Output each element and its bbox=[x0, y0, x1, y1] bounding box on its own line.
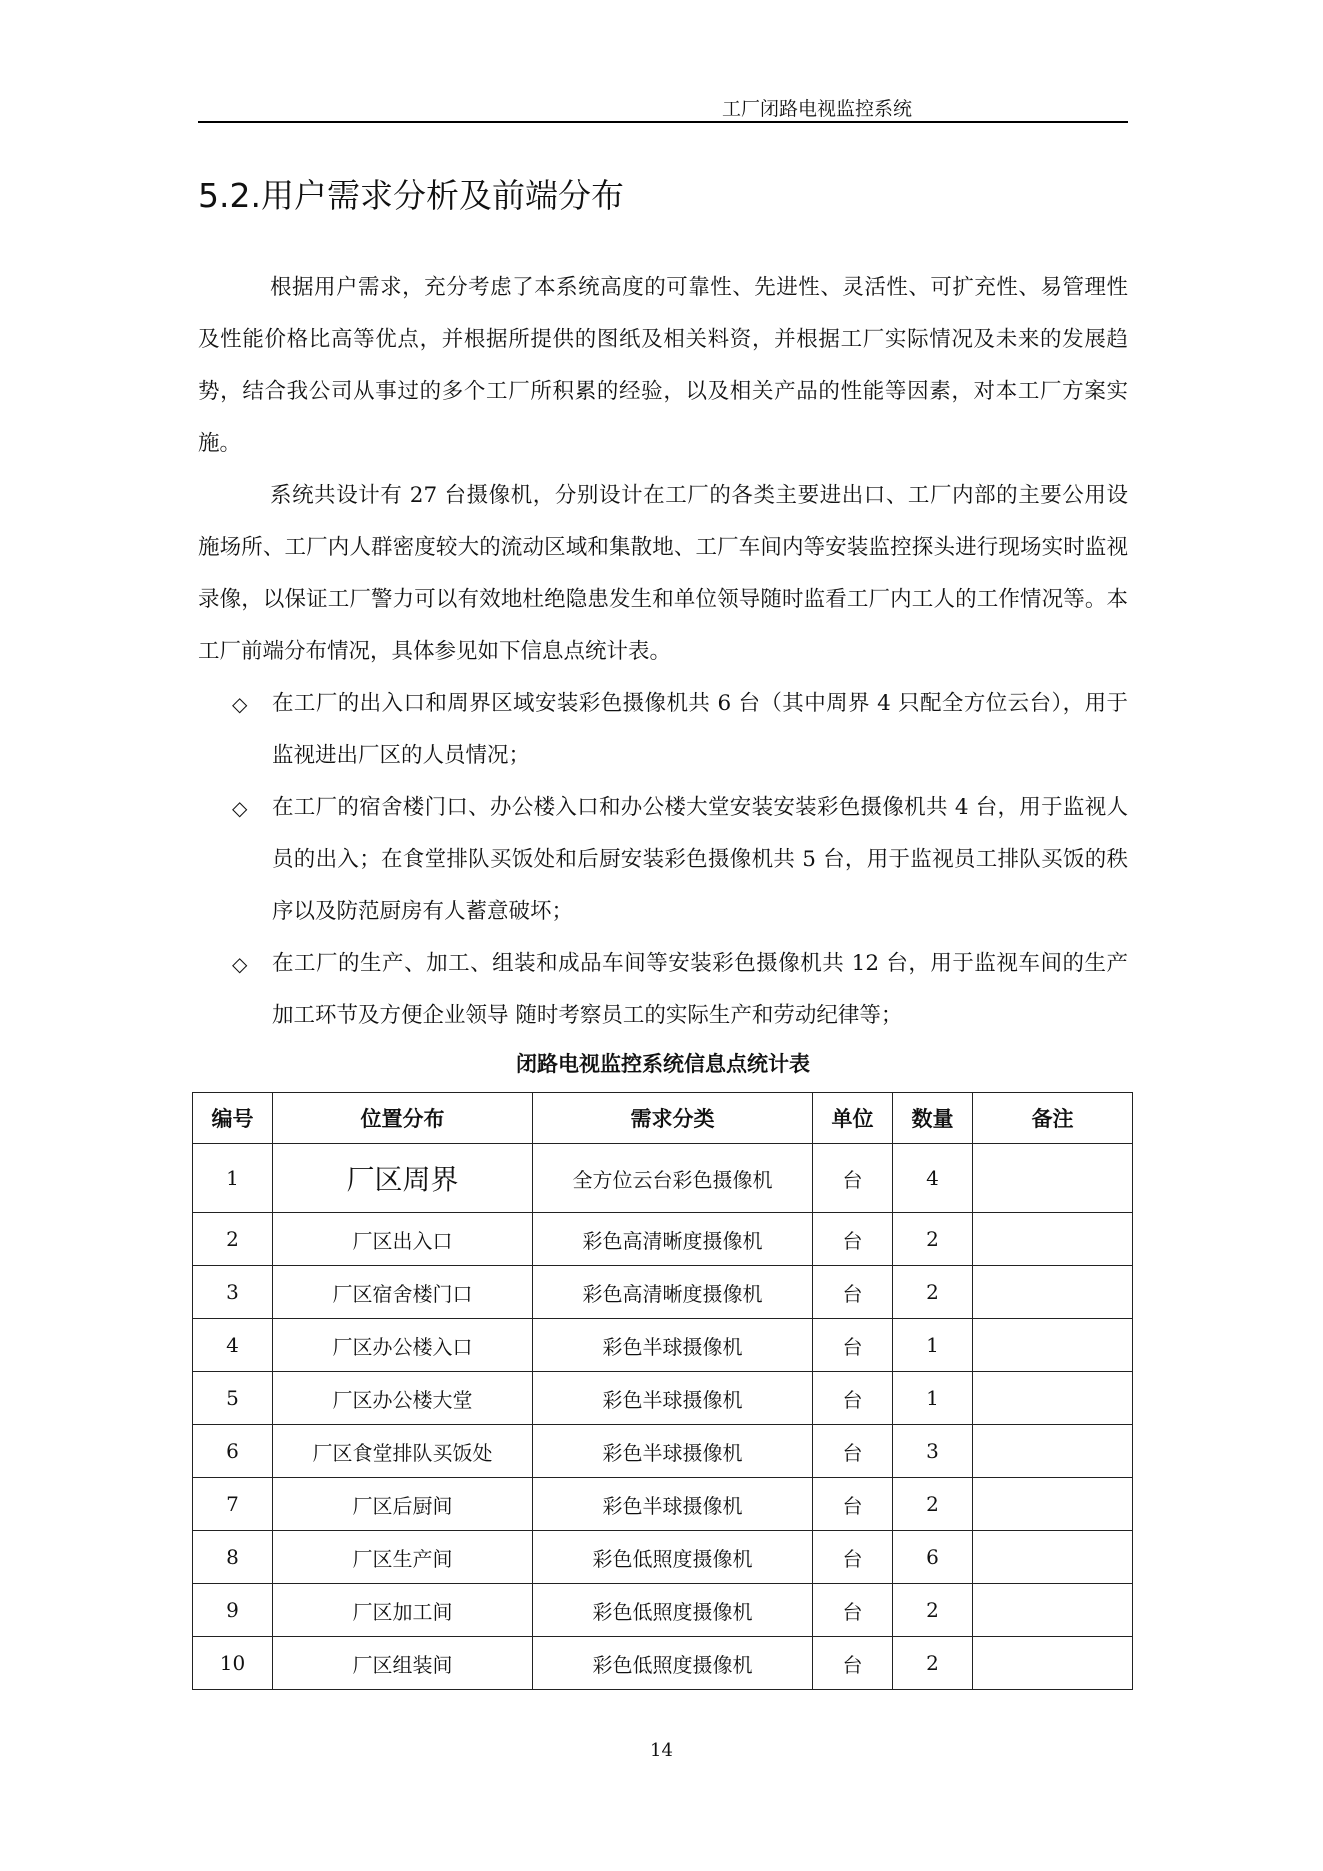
cell-quantity: 2 bbox=[893, 1584, 973, 1637]
header-rule bbox=[198, 121, 1128, 123]
paragraph-camera-design: 系统共设计有 27 台摄像机，分别设计在工厂的各类主要进出口、工厂内部的主要公用设施场所、工厂内人群密度较大的流动区域和集散地、工厂车间内等安装监控探头进行现场实时监视录像，以保证工厂警力可以有效地杜绝隐患发生和单位领导随时监看工厂内工人的工作情况等。本工厂前端分布情况，具体参见如下信息点统计表。 bbox=[198, 483, 1128, 664]
cell-remarks bbox=[973, 1637, 1133, 1690]
cell-category: 彩色半球摄像机 bbox=[533, 1478, 813, 1531]
column-header-unit: 单位 bbox=[813, 1093, 893, 1144]
cell-quantity: 2 bbox=[893, 1266, 973, 1319]
cell-remarks bbox=[973, 1266, 1133, 1319]
bullet-text: 在工厂的生产、加工、组装和成品车间等安装彩色摄像机共 12 台，用于监视车间的生产加工环节及方便企业领导 随时考察员工的实际生产和劳动纪律等； bbox=[272, 951, 1128, 1028]
cell-quantity: 6 bbox=[893, 1531, 973, 1584]
cell-quantity: 2 bbox=[893, 1478, 973, 1531]
section-heading: 5.2.用户需求分析及前端分布 bbox=[198, 176, 624, 215]
table-caption: 闭路电视监控系统信息点统计表 bbox=[516, 1052, 810, 1076]
table-row bbox=[193, 1584, 1133, 1637]
diamond-bullet-icon: ◇ bbox=[232, 796, 248, 820]
column-header-quantity: 数量 bbox=[893, 1093, 973, 1144]
cell-category: 彩色低照度摄像机 bbox=[533, 1584, 813, 1637]
cell-location: 厂区办公楼大堂 bbox=[273, 1372, 533, 1425]
bullet-text: 在工厂的宿舍楼门口、办公楼入口和办公楼大堂安装安装彩色摄像机共 4 台，用于监视人员的出入；在食堂排队买饭处和后厨安装彩色摄像机共 5 台，用于监视员工排队买饭的秩序以及防范厨房有人蓄意破坏； bbox=[272, 795, 1128, 924]
cell-location: 厂区宿舍楼门口 bbox=[273, 1266, 533, 1319]
diamond-bullet-icon: ◇ bbox=[232, 692, 248, 716]
cell-category: 彩色半球摄像机 bbox=[533, 1425, 813, 1478]
cell-quantity: 1 bbox=[893, 1372, 973, 1425]
cell-unit: 台 bbox=[813, 1425, 893, 1478]
cell-remarks bbox=[973, 1478, 1133, 1531]
table-row bbox=[193, 1319, 1133, 1372]
cell-unit: 台 bbox=[813, 1478, 893, 1531]
cell-number: 10 bbox=[193, 1637, 273, 1690]
bullet-text: 在工厂的出入口和周界区域安装彩色摄像机共 6 台（其中周界 4 只配全方位云台），用于监视进出厂区的人员情况； bbox=[272, 691, 1128, 768]
cell-location: 厂区组装间 bbox=[273, 1637, 533, 1690]
cell-location: 厂区出入口 bbox=[273, 1213, 533, 1266]
cell-quantity: 3 bbox=[893, 1425, 973, 1478]
cell-number: 6 bbox=[193, 1425, 273, 1478]
cell-unit: 台 bbox=[813, 1266, 893, 1319]
cell-remarks bbox=[973, 1213, 1133, 1266]
column-header-category: 需求分类 bbox=[533, 1093, 813, 1144]
table-header-row bbox=[193, 1093, 1133, 1144]
cell-unit: 台 bbox=[813, 1372, 893, 1425]
bullet-item bbox=[232, 678, 1128, 782]
cell-unit: 台 bbox=[813, 1213, 893, 1266]
cell-number: 3 bbox=[193, 1266, 273, 1319]
table-row bbox=[193, 1213, 1133, 1266]
cell-category: 全方位云台彩色摄像机 bbox=[533, 1144, 813, 1213]
paragraph-requirements: 根据用户需求，充分考虑了本系统高度的可靠性、先进性、灵活性、可扩充性、易管理性及性能价格比高等优点，并根据所提供的图纸及相关料资，并根据工厂实际情况及未来的发展趋势，结合我公司从事过的多个工厂所积累的经验，以及相关产品的性能等因素，对本工厂方案实施。 bbox=[198, 275, 1128, 456]
cell-unit: 台 bbox=[813, 1319, 893, 1372]
cell-unit: 台 bbox=[813, 1531, 893, 1584]
cell-remarks bbox=[973, 1425, 1133, 1478]
column-header-number: 编号 bbox=[193, 1093, 273, 1144]
cell-number: 4 bbox=[193, 1319, 273, 1372]
cell-number: 1 bbox=[193, 1144, 273, 1213]
cell-category: 彩色低照度摄像机 bbox=[533, 1637, 813, 1690]
table-row bbox=[193, 1637, 1133, 1690]
table-row bbox=[193, 1478, 1133, 1531]
table-row bbox=[193, 1531, 1133, 1584]
cell-remarks bbox=[973, 1144, 1133, 1213]
cell-location: 厂区加工间 bbox=[273, 1584, 533, 1637]
cell-category: 彩色高清晰度摄像机 bbox=[533, 1266, 813, 1319]
cell-location: 厂区食堂排队买饭处 bbox=[273, 1425, 533, 1478]
header-title: 工厂闭路电视监控系统 bbox=[721, 98, 912, 120]
cell-number: 5 bbox=[193, 1372, 273, 1425]
table-row bbox=[193, 1144, 1133, 1213]
cell-unit: 台 bbox=[813, 1144, 893, 1213]
cell-quantity: 1 bbox=[893, 1319, 973, 1372]
cell-category: 彩色低照度摄像机 bbox=[533, 1531, 813, 1584]
cell-remarks bbox=[973, 1531, 1133, 1584]
table-row bbox=[193, 1372, 1133, 1425]
cell-location: 厂区办公楼入口 bbox=[273, 1319, 533, 1372]
cell-location: 厂区生产间 bbox=[273, 1531, 533, 1584]
table-row bbox=[193, 1266, 1133, 1319]
cell-quantity: 2 bbox=[893, 1637, 973, 1690]
cell-number: 8 bbox=[193, 1531, 273, 1584]
cell-unit: 台 bbox=[813, 1584, 893, 1637]
cell-category: 彩色半球摄像机 bbox=[533, 1319, 813, 1372]
bullet-item bbox=[232, 938, 1128, 1042]
bullet-list bbox=[232, 678, 1128, 1042]
info-point-table bbox=[192, 1092, 1133, 1690]
column-header-remarks: 备注 bbox=[973, 1093, 1133, 1144]
cell-location: 厂区后厨间 bbox=[273, 1478, 533, 1531]
diamond-bullet-icon: ◇ bbox=[232, 952, 248, 976]
cell-number: 9 bbox=[193, 1584, 273, 1637]
cell-category: 彩色高清晰度摄像机 bbox=[533, 1213, 813, 1266]
cell-quantity: 2 bbox=[893, 1213, 973, 1266]
cell-remarks bbox=[973, 1372, 1133, 1425]
page-number: 14 bbox=[650, 1740, 673, 1761]
column-header-location: 位置分布 bbox=[273, 1093, 533, 1144]
table-row bbox=[193, 1425, 1133, 1478]
cell-remarks bbox=[973, 1584, 1133, 1637]
cell-number: 7 bbox=[193, 1478, 273, 1531]
cell-location: 厂区周界 bbox=[273, 1144, 533, 1213]
cell-quantity: 4 bbox=[893, 1144, 973, 1213]
bullet-item bbox=[232, 782, 1128, 938]
cell-category: 彩色半球摄像机 bbox=[533, 1372, 813, 1425]
cell-number: 2 bbox=[193, 1213, 273, 1266]
cell-remarks bbox=[973, 1319, 1133, 1372]
cell-unit: 台 bbox=[813, 1637, 893, 1690]
